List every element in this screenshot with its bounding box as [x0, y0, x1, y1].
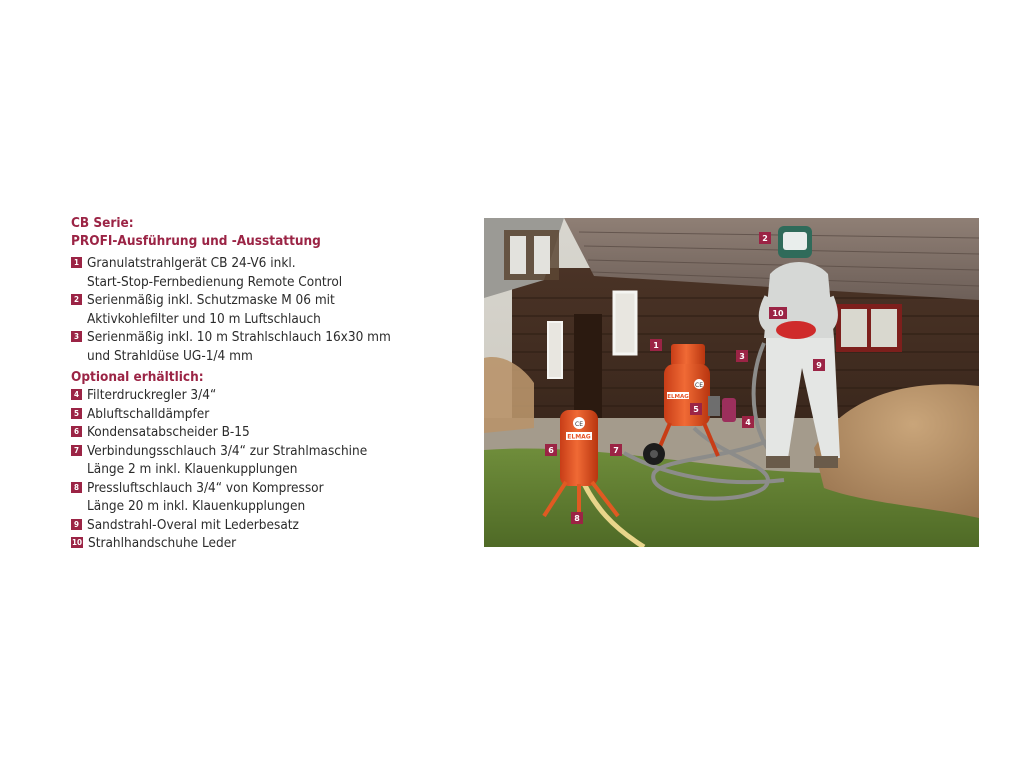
item-line: Kondensatabscheider B-15 — [87, 424, 250, 440]
item-line: Serienmäßig inkl. Schutzmaske M 06 mit — [87, 292, 335, 308]
ce-mark-tank: CE — [575, 421, 583, 428]
product-description — [71, 214, 471, 553]
item-line: Filterdruckregler 3/4“ — [87, 387, 217, 403]
item-line: Strahlhandschuhe Leder — [88, 535, 237, 551]
item-number-badge: 10 — [72, 538, 83, 547]
callout-5 — [690, 403, 702, 415]
item-number-badge: 5 — [71, 408, 82, 419]
callout-9 — [813, 359, 825, 371]
item-line: Sandstrahl-Overal mit Lederbesatz — [87, 516, 299, 533]
callout-4-label: 4 — [745, 418, 751, 427]
item-number-badge: 8 — [71, 482, 82, 493]
callout-1-label: 1 — [653, 341, 659, 350]
list-item — [71, 516, 471, 535]
item-line: und Strahldüse UG-1/4 mm — [87, 347, 253, 364]
list-item — [71, 291, 471, 328]
callout-1 — [650, 339, 662, 351]
optional-equipment-list — [71, 386, 471, 553]
list-item — [71, 328, 471, 365]
item-line: Granulatstrahlgerät CB 24-V6 inkl. — [87, 255, 296, 271]
list-item — [71, 386, 471, 405]
callout-8 — [571, 512, 583, 524]
callout-10 — [769, 307, 787, 319]
list-item — [71, 479, 471, 516]
callout-6-label: 6 — [548, 446, 554, 455]
list-item — [71, 405, 471, 424]
item-line: Länge 2 m inkl. Klauenkupplungen — [87, 461, 298, 477]
standard-equipment-list — [71, 254, 471, 365]
callout-9-label: 9 — [816, 361, 822, 370]
callout-5-label: 5 — [693, 405, 699, 414]
item-line: Abluftschalldämpfer — [87, 405, 210, 422]
callout-8-label: 8 — [574, 514, 580, 523]
list-item — [71, 534, 471, 553]
item-number-badge: 9 — [71, 519, 82, 530]
callout-3-label: 3 — [739, 352, 745, 361]
item-line: Start-Stop-Fernbedienung Remote Control — [87, 273, 343, 290]
item-number-badge: 6 — [71, 426, 82, 437]
list-item — [71, 423, 471, 442]
callout-10-label: 10 — [772, 309, 784, 318]
item-number-badge: 1 — [71, 257, 82, 268]
ce-mark-machine: CE — [695, 382, 703, 389]
item-line: Pressluftschlauch 3/4“ von Kompressor — [87, 479, 324, 496]
list-item — [71, 254, 471, 291]
item-line: Serienmäßig inkl. 10 m Strahlschlauch 16x30 mm — [87, 329, 391, 345]
callout-2 — [759, 232, 771, 244]
optional-heading: Optional erhältlich: — [71, 369, 204, 385]
callout-4 — [742, 416, 754, 428]
series-title: CB Serie: — [71, 215, 134, 231]
item-number-badge: 2 — [71, 294, 82, 305]
item-line: Länge 20 m inkl. Klauenkupplungen — [87, 498, 306, 514]
callout-7-label: 7 — [613, 446, 619, 455]
brand-label-tank: ELMAG — [567, 433, 591, 441]
item-number-badge: 4 — [71, 389, 82, 400]
item-line: Verbindungsschlauch 3/4“ zur Strahlmaschine — [87, 442, 368, 459]
callout-3 — [736, 350, 748, 362]
item-number-badge: 7 — [71, 445, 82, 456]
callout-2-label: 2 — [762, 234, 768, 243]
callout-6 — [545, 444, 557, 456]
item-line: Aktivkohlefilter und 10 m Luftschlauch — [87, 310, 321, 327]
product-photo — [484, 218, 979, 547]
brand-label-machine: ELMAG — [667, 394, 689, 400]
callout-7 — [610, 444, 622, 456]
list-item — [71, 442, 471, 479]
edition-subtitle: PROFI-Ausführung und -Ausstattung — [71, 233, 321, 249]
item-number-badge: 3 — [71, 331, 82, 342]
